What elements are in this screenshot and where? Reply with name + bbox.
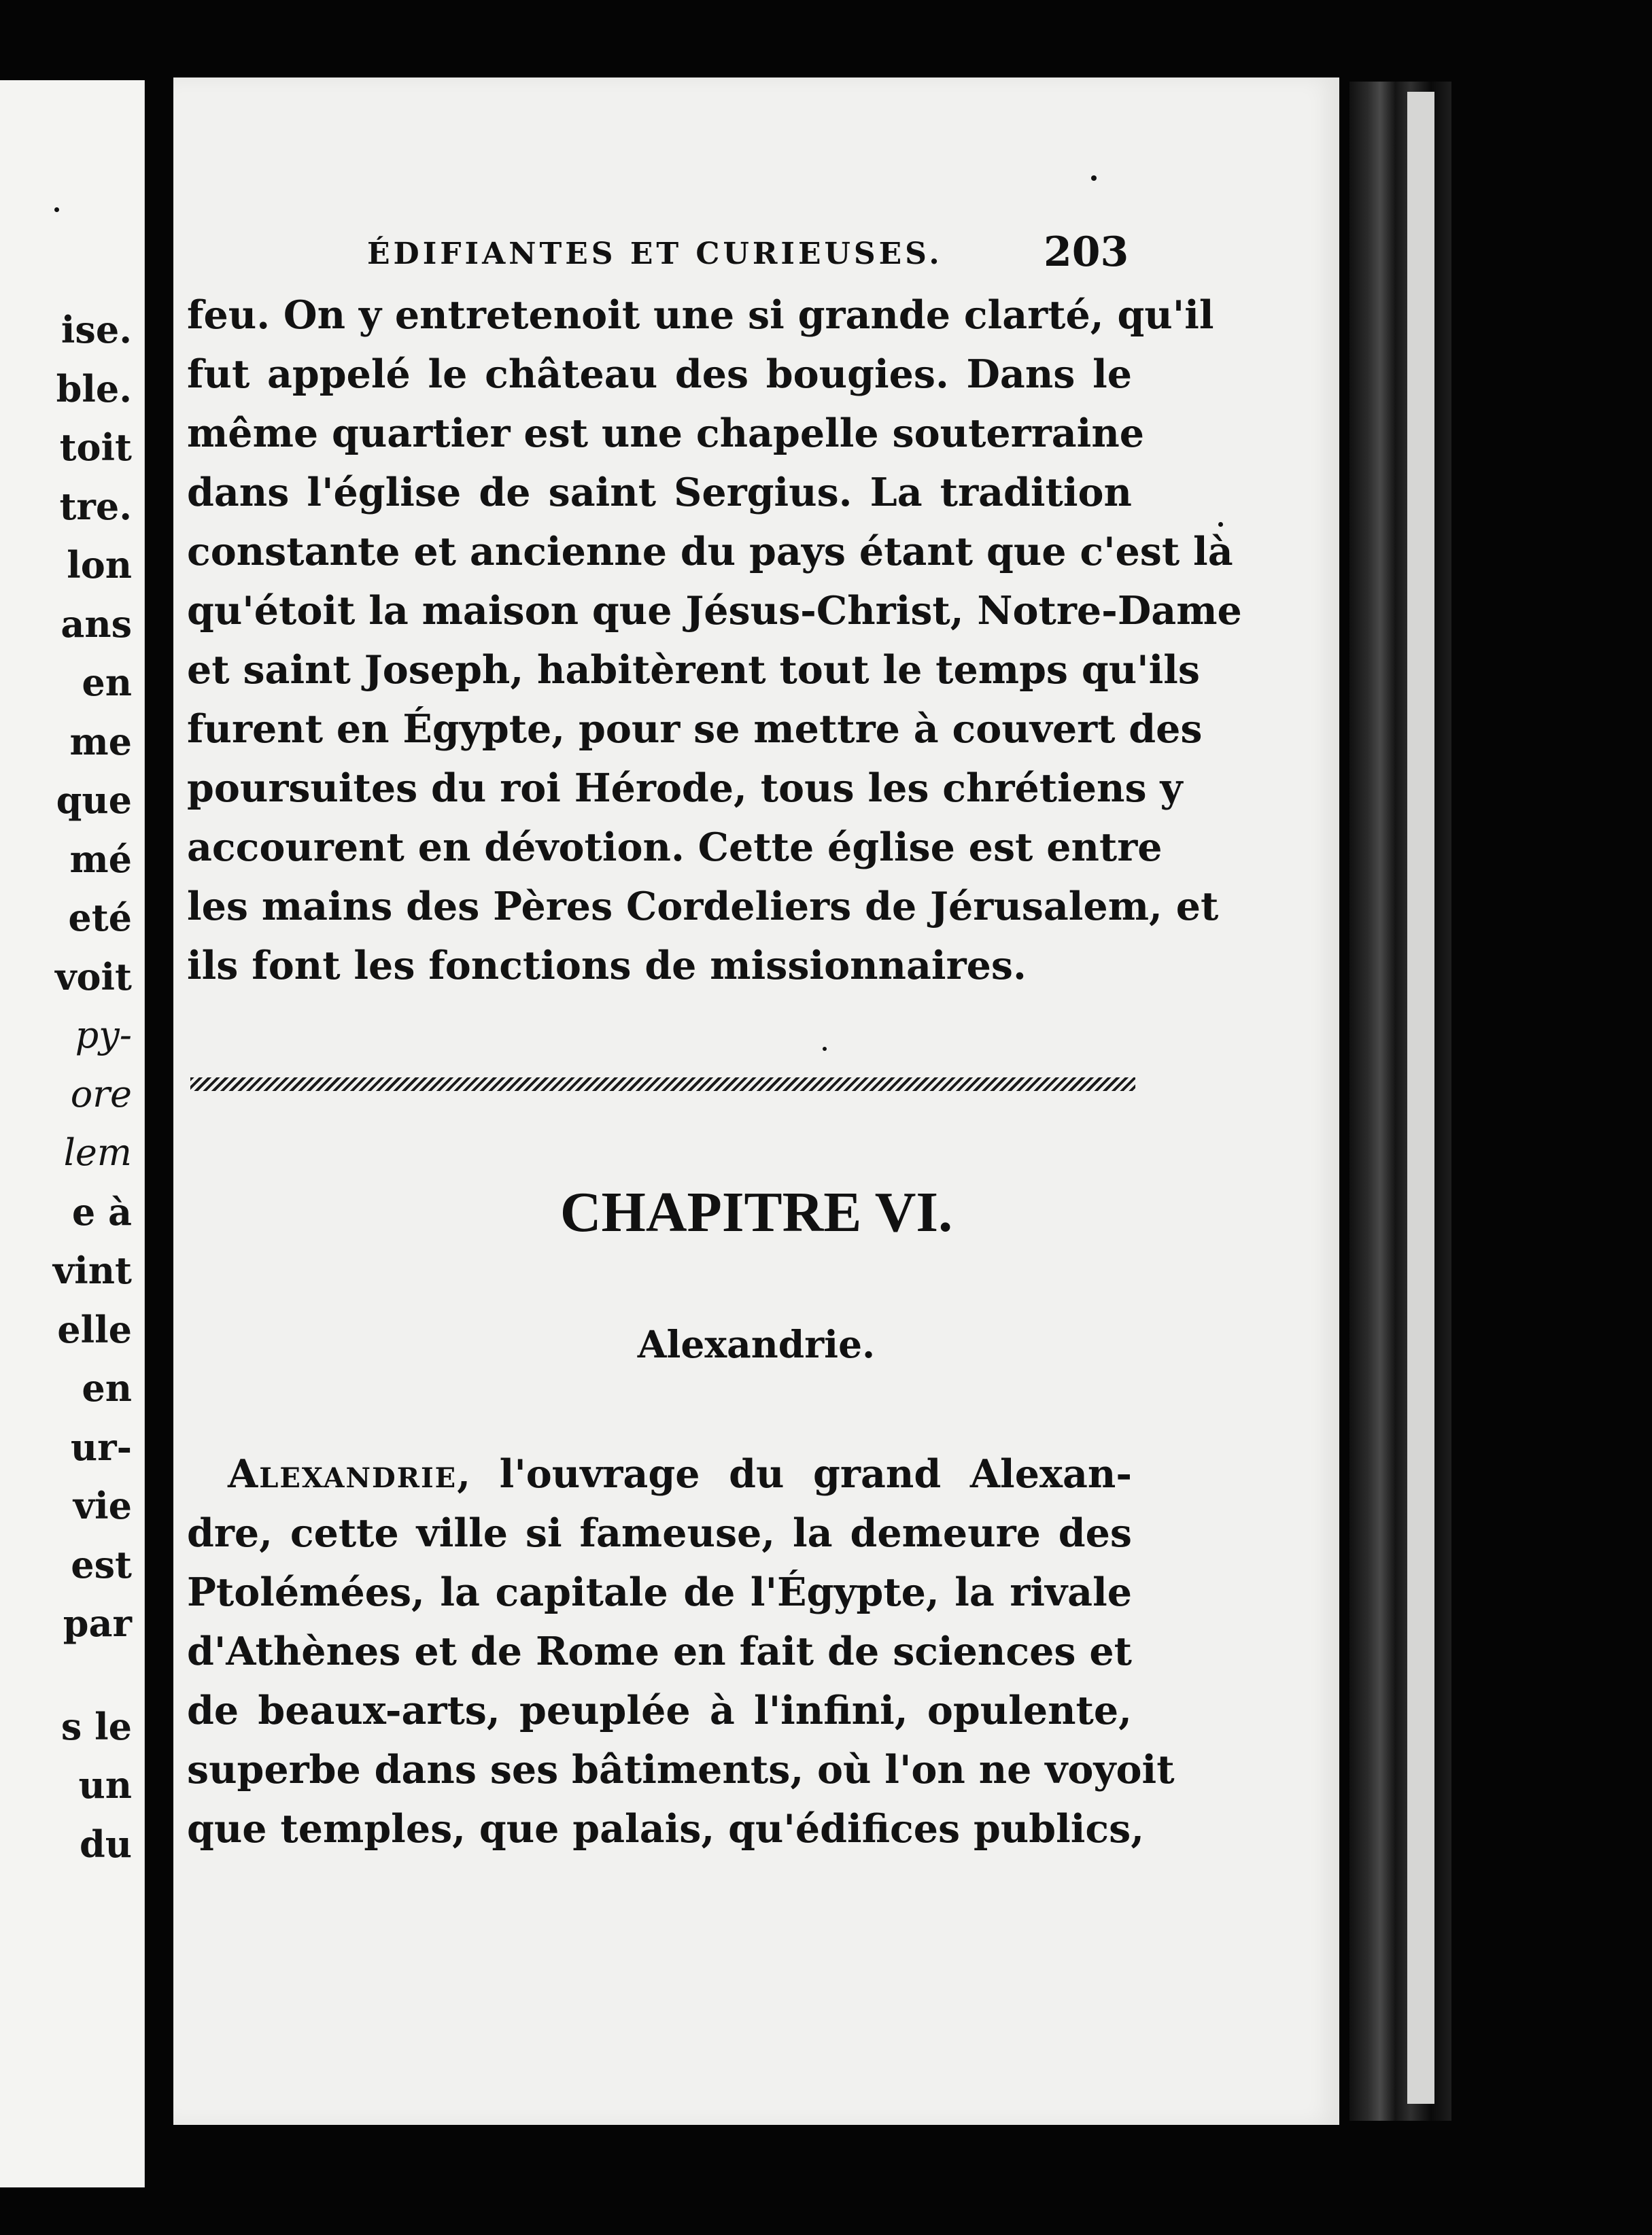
left-page-fragment: ble. [56, 366, 132, 411]
text-line: d'Athènes et de Rome en fait de sciences et [187, 1629, 1132, 1674]
text-line: dans l'église de saint Sergius. La tradition [187, 470, 1132, 515]
text-line: fut appelé le château des bougies. Dans le [187, 351, 1132, 397]
left-page-fragment: mé [69, 837, 132, 881]
left-page-fragment: un [78, 1763, 132, 1807]
left-page-fragment: ans [61, 602, 132, 646]
left-page-fragment: vie [73, 1484, 132, 1527]
left-page-fragment: toit [59, 426, 132, 469]
ink-speck [1218, 522, 1223, 527]
left-page-fragment: du [79, 1822, 132, 1866]
running-head: ÉDIFIANTES ET CURIEUSES. [367, 237, 943, 271]
page-stack-edge [1349, 82, 1451, 2121]
left-page-fragment: py- [75, 1013, 132, 1056]
left-page-fragment: tre. [59, 484, 132, 528]
ornamental-rule [190, 1077, 1135, 1091]
left-page-fragment: lon [67, 543, 132, 587]
left-page-fragment: en [82, 1366, 132, 1410]
left-page-fragment: ur- [70, 1425, 132, 1469]
text-line: ils font les fonctions de missionnaires. [187, 943, 1027, 988]
ink-speck [1091, 175, 1097, 181]
left-page-edge [0, 80, 145, 2187]
paragraph-alexandrie [187, 1444, 1175, 1858]
left-page-fragment: ise. [61, 308, 132, 351]
text-line [187, 1444, 1132, 1504]
left-page-fragment: e à [71, 1190, 132, 1234]
left-page-fragment: par [63, 1601, 132, 1645]
text-line: accourent en dévotion. Cette église est entre [187, 825, 1163, 870]
text-line: qu'étoit la maison que Jésus-Christ, Notre-Dame [187, 588, 1242, 634]
lead-word: Alexandrie [228, 1451, 458, 1497]
text-line: Ptolémées, la capitale de l'Égypte, la rivale [187, 1570, 1132, 1615]
left-page-fragment: s le [61, 1704, 132, 1748]
left-page-fragment: me [69, 719, 132, 763]
left-page-fragment: que [56, 778, 132, 822]
left-page-fragment: eté [68, 896, 132, 939]
text-line: dre, cette ville si fameuse, la demeure des [187, 1510, 1132, 1556]
text-line: furent en Égypte, pour se mettre à couvert des [187, 706, 1203, 752]
left-page-fragment: vint [52, 1249, 132, 1292]
next-page-edge [1407, 92, 1434, 2104]
first-line-rest: , l'ouvrage du grand Alexan- [457, 1451, 1132, 1497]
ink-speck [54, 207, 59, 212]
paragraph-continuation [187, 285, 1242, 995]
text-line: constante et ancienne du pays étant que c'est là [187, 529, 1233, 574]
text-line: les mains des Pères Cordeliers de Jérusalem, et [187, 884, 1219, 929]
text-line: et saint Joseph, habitèrent tout le temps qu'ils [187, 647, 1201, 693]
text-line: même quartier est une chapelle souterraine [187, 411, 1145, 456]
text-line: superbe dans ses bâtiments, où l'on ne voyoit [187, 1747, 1175, 1792]
left-page-fragment: voit [55, 954, 132, 999]
text-line: que temples, que palais, qu'édifices publics, [187, 1806, 1145, 1852]
left-page-fragment: lem [63, 1131, 132, 1174]
page-number: 203 [1044, 228, 1129, 276]
left-page-fragment: est [71, 1542, 132, 1587]
ink-speck [823, 1047, 827, 1051]
left-page-fragment: ore [70, 1072, 132, 1115]
chapter-title: CHAPITRE VI. [560, 1181, 953, 1244]
left-page-fragment: en [82, 661, 132, 704]
text-line: poursuites du roi Hérode, tous les chrétiens y [187, 765, 1183, 811]
text-line: feu. On y entretenoit une si grande clarté, qu'il [187, 292, 1214, 338]
text-line: de beaux-arts, peuplée à l'infini, opulente, [187, 1688, 1132, 1733]
section-title: Alexandrie. [637, 1322, 876, 1366]
left-page-fragment: elle [57, 1307, 132, 1351]
